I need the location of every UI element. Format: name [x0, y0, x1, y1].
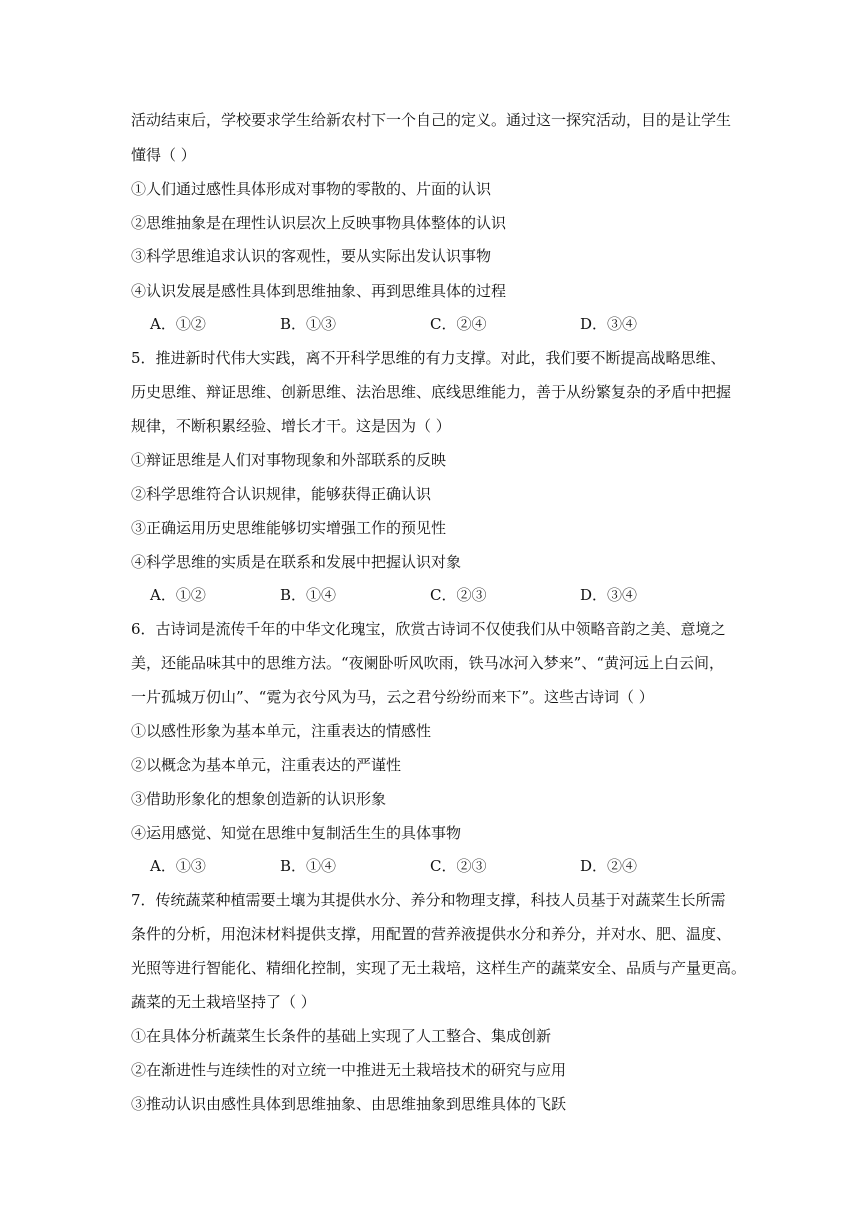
statement-3: ③借助形象化的想象创造新的认识形象 — [131, 790, 387, 808]
question-text-line: 活动结束后，学校要求学生给新农村下一个自己的定义。通过这一探究活动，目的是让学生 — [131, 111, 732, 129]
option-b[interactable]: B．①③ — [280, 315, 337, 333]
question-text-line: 懂得（ ） — [131, 146, 196, 164]
statement-1: ①以感性形象为基本单元，注重表达的情感性 — [131, 722, 432, 740]
statement-3: ③推动认识由感性具体到思维抽象、由思维抽象到思维具体的飞跃 — [131, 1095, 567, 1113]
question-7-text-line: 条件的分析，用泡沫材料提供支撑，用配置的营养液提供水分和养分，并对水、肥、温度、 — [131, 925, 732, 943]
option-a[interactable]: A．①② — [150, 586, 206, 604]
statement-3: ③科学思维追求认识的客观性，要从实际出发认识事物 — [131, 247, 492, 265]
question-5-text-line: 规律，不断积累经验、增长才干。这是因为（ ） — [131, 417, 451, 435]
statement-1: ①在具体分析蔬菜生长条件的基础上实现了人工整合、集成创新 — [131, 1027, 552, 1045]
question-6-text-line: 6．古诗词是流传千年的中华文化瑰宝，欣赏古诗词不仅使我们从中领略音韵之美、意境之 — [131, 620, 726, 638]
statement-4: ④认识发展是感性具体到思维抽象、再到思维具体的过程 — [131, 282, 507, 300]
statement-3: ③正确运用历史思维能够切实增强工作的预见性 — [131, 519, 447, 537]
question-5-text-line: 5．推进新时代伟大实践，离不开科学思维的有力支撑。对此，我们要不断提高战略思维、 — [131, 349, 726, 367]
option-c[interactable]: C．②④ — [430, 315, 487, 333]
question-7-text-line: 7．传统蔬菜种植需要土壤为其提供水分、养分和物理支撑，科技人员基于对蔬菜生长所需 — [131, 891, 726, 909]
option-d[interactable]: D．②④ — [580, 857, 638, 875]
question-5-text-line: 历史思维、辩证思维、创新思维、法治思维、底线思维能力，善于从纷繁复杂的矛盾中把握 — [131, 383, 732, 401]
option-a[interactable]: A．①③ — [150, 857, 206, 875]
question-7-text-line: 光照等进行智能化、精细化控制，实现了无土栽培，这样生产的蔬菜安全、品质与产量更高。 — [131, 959, 747, 977]
statement-2: ②在渐进性与连续性的对立统一中推进无土栽培技术的研究与应用 — [131, 1061, 567, 1079]
option-c[interactable]: C．②③ — [430, 857, 487, 875]
statement-1: ①人们通过感性具体形成对事物的零散的、片面的认识 — [131, 180, 492, 198]
question-7-text-line: 蔬菜的无土栽培坚持了（ ） — [131, 993, 316, 1011]
statement-4: ④运用感觉、知觉在思维中复制活生生的具体事物 — [131, 824, 462, 842]
option-b[interactable]: B．①④ — [280, 857, 337, 875]
option-a[interactable]: A．①② — [150, 315, 206, 333]
question-6-text-line: 一片孤城万仞山”、“霓为衣兮风为马，云之君兮纷纷而来下”。这些古诗词（ ） — [131, 688, 654, 706]
option-d[interactable]: D．③④ — [580, 315, 638, 333]
option-d[interactable]: D．③④ — [580, 586, 638, 604]
statement-1: ①辩证思维是人们对事物现象和外部联系的反映 — [131, 451, 447, 469]
option-c[interactable]: C．②③ — [430, 586, 487, 604]
statement-2: ②以概念为基本单元，注重表达的严谨性 — [131, 756, 402, 774]
statement-2: ②科学思维符合认识规律，能够获得正确认识 — [131, 485, 432, 503]
question-6-text-line: 美，还能品味其中的思维方法。“夜阑卧听风吹雨，铁马冰河入梦来”、“黄河远上白云间， — [131, 654, 725, 672]
statement-4: ④科学思维的实质是在联系和发展中把握认识对象 — [131, 553, 462, 571]
statement-2: ②思维抽象是在理性认识层次上反映事物具体整体的认识 — [131, 214, 507, 232]
option-b[interactable]: B．①④ — [280, 586, 337, 604]
